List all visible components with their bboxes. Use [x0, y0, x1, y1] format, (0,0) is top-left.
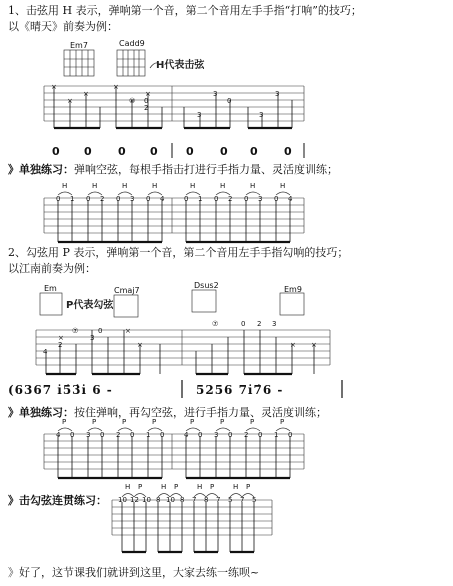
tab-fret: 0 [184, 195, 189, 203]
svg-text:H: H [62, 182, 68, 190]
svg-text:×: × [125, 327, 131, 335]
svg-text:H: H [220, 182, 226, 190]
tab-fret: 3 [214, 431, 219, 439]
practice1-text: 弹响空弦，每根手指击打进行手指力量、灵活度训练； [74, 163, 338, 176]
tab-fret: 0 [56, 195, 61, 203]
practice3-label: 》击勾弦连贯练习： [8, 494, 107, 507]
tab-fret: 5 [228, 496, 233, 504]
section2-intro-line2: 以江南前奏为例： [8, 262, 96, 275]
jianpu-note: 0 [52, 145, 60, 158]
tab-fret: 0 [116, 195, 121, 203]
svg-text:×: × [113, 83, 119, 91]
svg-text:×: × [311, 341, 317, 349]
tab-fret: 0 [244, 195, 249, 203]
svg-text:0: 0 [98, 327, 103, 335]
tab-fret: 0 [86, 195, 91, 203]
tab-fret: 7 [216, 496, 221, 504]
practice2-label: 》单独练习： [8, 406, 74, 419]
tab-fret: 5 [252, 496, 257, 504]
svg-text:H: H [122, 182, 128, 190]
svg-text:×: × [58, 334, 64, 342]
svg-text:3: 3 [259, 111, 264, 119]
tab-fret: 1 [146, 431, 151, 439]
tab-fret: 3 [130, 195, 135, 203]
tab-fret: 2 [116, 431, 121, 439]
pull-off-annotation: P代表勾弦 [66, 300, 114, 311]
tab-fret: 0 [130, 431, 135, 439]
svg-text:H: H [161, 483, 167, 491]
tab-fret: 10 [142, 496, 151, 504]
svg-text:⑩: ⑩ [129, 97, 136, 105]
tab-fret: 0 [288, 431, 293, 439]
tab-fret: 3 [258, 195, 263, 203]
chord-name-em9: Em9 [284, 285, 302, 294]
practice1-label: 》单独练习： [8, 163, 74, 176]
svg-text:3: 3 [275, 90, 280, 98]
jianpu-note: 0 [118, 145, 126, 158]
tab-fret: 7 [192, 496, 197, 504]
svg-text:P: P [220, 418, 225, 426]
svg-text:4: 4 [43, 348, 48, 356]
svg-text:H: H [197, 483, 203, 491]
svg-text:H: H [152, 182, 158, 190]
svg-text:P: P [246, 483, 251, 491]
svg-text:2: 2 [58, 341, 63, 349]
chord-name-dsus2: Dsus2 [194, 281, 219, 290]
svg-text:P: P [122, 418, 127, 426]
tab-fret: 0 [70, 431, 75, 439]
svg-text:H: H [190, 182, 196, 190]
svg-text:3: 3 [213, 90, 218, 98]
svg-text:×: × [290, 341, 296, 349]
jianpu-note: 0 [284, 145, 292, 158]
tab-fret: 4 [56, 431, 61, 439]
svg-text:⑦: ⑦ [212, 320, 219, 328]
jianpu-note: 0 [186, 145, 194, 158]
tab-fret: 12 [130, 496, 139, 504]
tab-fret: 0 [258, 431, 263, 439]
svg-text:3: 3 [197, 111, 202, 119]
chord-name-em: Em [44, 284, 57, 293]
jianpu-group-2: 5256 7i̇7̇6 - [196, 383, 284, 397]
tab-fret: 2 [228, 195, 233, 203]
chord-name-em7: Em7 [70, 41, 88, 50]
tab-fret: 0 [274, 195, 279, 203]
tab-fret: 8 [204, 496, 209, 504]
tab-fret: 3 [86, 431, 91, 439]
svg-text:⑦: ⑦ [72, 327, 79, 335]
closing-text: 》好了，这节课我们就讲到这里，大家去练一练呗~ [8, 566, 260, 579]
tab-fret: 8 [180, 496, 185, 504]
svg-text:3: 3 [272, 320, 277, 328]
svg-text:P: P [138, 483, 143, 491]
tab-fret: 2 [100, 195, 105, 203]
tab-fret: 1 [274, 431, 279, 439]
section2-intro-line1: 2、勾弦用 P 表示，弹响第一个音，第二个音用左手手指勾响的技巧； [8, 246, 349, 259]
tab-fret: 2 [244, 431, 249, 439]
tab-fret: 4 [184, 431, 189, 439]
svg-text:3: 3 [90, 334, 95, 342]
svg-text:P: P [250, 418, 255, 426]
tab-fret: 0 [214, 195, 219, 203]
hammer-on-annotation: H代表击弦 [156, 60, 205, 71]
jianpu-note: 0 [250, 145, 258, 158]
svg-text:H: H [125, 483, 131, 491]
svg-text:P: P [174, 483, 179, 491]
svg-text:P: P [92, 418, 97, 426]
jianpu-note: 0 [84, 145, 92, 158]
svg-text:P: P [62, 418, 67, 426]
tab-fret: 0 [198, 431, 203, 439]
chord-name-cadd9: Cadd9 [119, 39, 145, 48]
svg-text:0: 0 [241, 320, 246, 328]
svg-text:H: H [280, 182, 286, 190]
tab-fret: 0 [100, 431, 105, 439]
svg-text:×: × [83, 90, 89, 98]
tab-fret: 4 [160, 195, 165, 203]
svg-text:0: 0 [144, 97, 149, 105]
svg-text:×: × [145, 90, 151, 98]
tab-fret: 7 [240, 496, 245, 504]
svg-text:H: H [233, 483, 239, 491]
svg-text:2: 2 [257, 320, 262, 328]
svg-text:P: P [210, 483, 215, 491]
chord-name-cmaj7: Cmaj7 [114, 286, 140, 295]
jianpu-note: 0 [150, 145, 158, 158]
svg-text:P: P [190, 418, 195, 426]
tab-fret: 1 [198, 195, 203, 203]
svg-text:×: × [67, 97, 73, 105]
tab-fret: 8 [156, 496, 161, 504]
svg-text:2: 2 [144, 104, 149, 112]
svg-text:×: × [51, 83, 57, 91]
section1-intro-line2: 以《晴天》前奏为例： [8, 20, 118, 33]
tab-fret: 0 [228, 431, 233, 439]
section1-intro-line1: 1、击弦用 H 表示，弹响第一个音，第二个音用左手手指“打响”的技巧； [8, 4, 362, 17]
tab-fret: 10 [118, 496, 127, 504]
svg-text:H: H [92, 182, 98, 190]
tab-fret: 4 [288, 195, 293, 203]
jianpu-group-1: (6367 i̇5̇3̇i̇ 6 - [8, 383, 113, 397]
svg-text:P: P [280, 418, 285, 426]
tab-fret: 0 [146, 195, 151, 203]
jianpu-note: 0 [220, 145, 228, 158]
tab-fret: 1 [70, 195, 75, 203]
svg-text:H: H [250, 182, 256, 190]
svg-text:0: 0 [227, 97, 232, 105]
practice2-text: 按住弹响，再勾空弦，进行手指力量、灵活度训练； [74, 406, 327, 419]
tab-fret: 0 [160, 431, 165, 439]
svg-text:P: P [152, 418, 157, 426]
tab-fret: 10 [166, 496, 175, 504]
svg-text:×: × [137, 341, 143, 349]
